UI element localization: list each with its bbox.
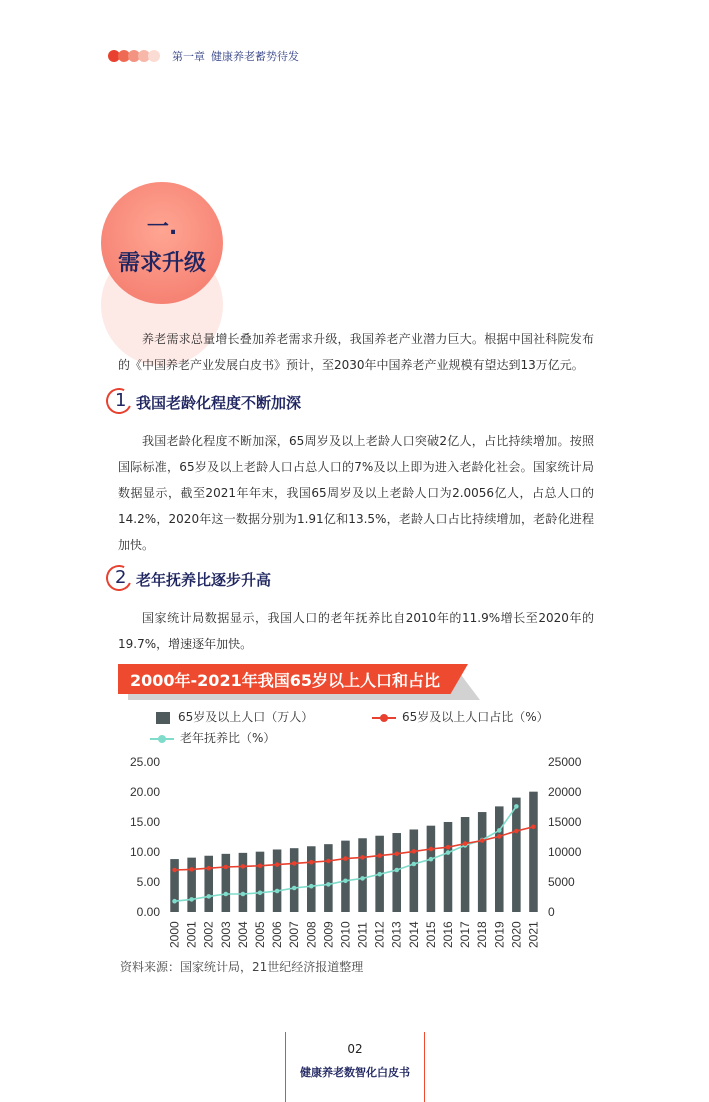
dependency-ratio-point [514,804,519,809]
dependency-ratio-point [412,862,417,867]
legend-line-swatch [372,712,396,724]
x-tick-label: 2020 [509,921,524,948]
subsection-2-text: 国家统计局数据显示，我国人口的老年抚养比自2010年的11.9%增长至2020年的19.7%，增速逐年加快。 [118,611,594,651]
y-right-tick-label: 0 [548,905,555,919]
bar-population [512,798,521,912]
population-share-point [463,841,468,846]
dependency-ratio-point [292,886,297,891]
dependency-ratio-point [394,868,399,873]
bar-population [478,812,487,912]
bar-population [256,852,265,912]
y-left-tick-label: 0.00 [136,905,160,919]
bar-population [307,846,316,912]
dependency-ratio-point [343,879,348,884]
data-source: 资料来源：国家统计局，21世纪经济报道整理 [120,960,364,974]
bar-population [529,792,538,912]
population-share-point [172,868,177,873]
subsection-title: 我国老龄化程度不断加深 [136,394,302,412]
legend-item-ratio [150,729,275,746]
dependency-ratio-point [189,897,194,902]
chart-title: 2000年-2021年我国65岁以上人口和占比 [130,671,440,690]
x-tick-label: 2005 [253,921,267,948]
dependency-ratio-point [275,889,280,894]
y-right-tick-label: 15000 [548,815,582,829]
population-share-point [224,865,229,870]
subsection-number: 2 [115,567,127,588]
subsection-1-text: 我国老龄化程度不断加深，65周岁及以上老龄人口突破2亿人，占比持续增加。按照国际标准，65岁及以上老龄人口占总人口的7%及以上即为进入老龄化社会。国家统计局数据显示，截至2021年年末，我国65周岁及以上老龄人口为2.0056亿人，占总人口的14.2%，2020年这一数据分别为1.91亿和13.5%，老龄人口占比持续增加，老龄化进程加快。 [118,434,594,552]
bar-population [358,838,367,912]
bar-population [170,859,179,912]
x-tick-label: 2011 [355,922,370,948]
bar-population [444,822,453,912]
x-tick-label: 2019 [492,921,507,948]
intro-text: 养老需求总量增长叠加养老需求升级，我国养老产业潜力巨大。根据中国社科院发布的《中国养老产业发展白皮书》预计，至2030年中国养老产业规模有望达到13万亿元。 [118,332,594,372]
population-share-point [497,834,502,839]
dependency-ratio-point [206,894,211,899]
dependency-ratio-point [258,891,263,896]
population-share-point [292,861,297,866]
x-tick-label: 2015 [423,921,438,948]
population-share-point [429,847,434,852]
bar-population [290,848,299,912]
legend-label: 65岁及以上人口（万人） [178,710,314,724]
x-tick-label: 2004 [235,921,250,948]
chapter-number: 第一章 [172,50,205,63]
chapter-title: 健康养老蓄势待发 [211,50,299,63]
population-share-point [275,862,280,867]
bar-population [324,844,333,912]
bar-population [341,841,350,912]
subsection-1-paragraph [118,428,594,558]
x-tick-label: 2001 [184,921,199,948]
population-share-point [412,849,417,854]
legend-line-swatch [150,733,174,745]
population-share-point [514,829,519,834]
intro-paragraph [118,326,594,378]
bar-population [204,856,213,912]
population-share-point [446,845,451,850]
x-tick-label: 2009 [321,921,336,948]
dependency-ratio-point [360,876,365,881]
chapter-label [172,48,305,64]
x-tick-label: 2018 [475,921,490,948]
x-tick-label: 2003 [218,921,233,948]
population-share-point [377,853,382,858]
dependency-ratio-point [497,828,502,833]
y-right-tick-label: 5000 [548,875,575,889]
population-share-point [394,852,399,857]
x-tick-label: 2006 [270,921,285,948]
x-tick-label: 2012 [372,921,387,948]
dependency-ratio-point [241,892,246,897]
population-share-point [531,825,536,830]
legend-bar-swatch [156,712,170,724]
dependency-ratio-point [377,872,382,877]
population-share-point [206,866,211,871]
x-tick-label: 2021 [526,921,541,948]
page-number: 02 [347,1042,363,1056]
x-tick-label: 2007 [287,921,302,948]
y-left-tick-label: 10.00 [129,845,160,859]
dependency-ratio-point [429,857,434,862]
y-left-tick-label: 25.00 [129,755,160,769]
population-share-point [258,864,263,869]
dependency-ratio-point [326,882,331,887]
bar-population [410,829,419,912]
page-footer [285,1032,425,1102]
population-share-point [309,860,314,865]
population-share-point [360,855,365,860]
bar-population [392,833,401,912]
legend-label: 65岁及以上人口占比（%） [402,710,549,724]
y-left-tick-label: 15.00 [129,815,160,829]
x-tick-label: 2010 [338,921,353,948]
subsection-title: 老年抚养比逐步升高 [136,571,272,589]
subsection-number: 1 [115,390,127,411]
y-right-tick-label: 20000 [548,785,582,799]
population-share-point [480,838,485,843]
dependency-ratio-point [172,899,177,904]
bar-population [495,806,504,912]
x-tick-label: 2014 [406,921,421,948]
population-share-point [241,864,246,869]
legend-item-population [156,708,313,725]
legend-item-share [372,708,549,725]
bar-population [239,853,248,912]
x-tick-label: 2000 [167,921,182,948]
x-tick-label: 2002 [201,921,216,948]
bar-population [222,854,231,912]
bar-population [427,826,436,912]
legend-label: 老年抚养比（%） [180,731,276,745]
y-right-tick-label: 10000 [548,845,582,859]
y-left-tick-label: 20.00 [129,785,160,799]
population-share-point [326,859,331,864]
book-title: 健康养老数智化白皮书 [300,1066,410,1079]
population-share-point [189,867,194,872]
bar-population [187,858,196,912]
dependency-ratio-point [446,850,451,855]
bar-population [461,817,470,912]
section-title: 需求升级 [117,251,206,276]
population-share-point [343,856,348,861]
y-left-tick-label: 5.00 [136,875,160,889]
x-tick-label: 2016 [441,921,455,948]
section-number: 一. [146,215,178,240]
header-dots-decoration [108,50,168,62]
section-circle [101,182,223,304]
chart-title-banner [118,664,480,700]
x-tick-label: 2017 [458,921,473,948]
subsection-2-paragraph [118,605,594,657]
population-chart [112,750,592,955]
dependency-ratio-point [309,884,314,889]
x-tick-label: 2013 [389,921,404,948]
dependency-ratio-point [224,892,229,897]
x-tick-label: 2008 [304,921,319,948]
bar-population [273,849,282,912]
y-right-tick-label: 25000 [548,755,582,769]
header-dot [148,50,160,62]
